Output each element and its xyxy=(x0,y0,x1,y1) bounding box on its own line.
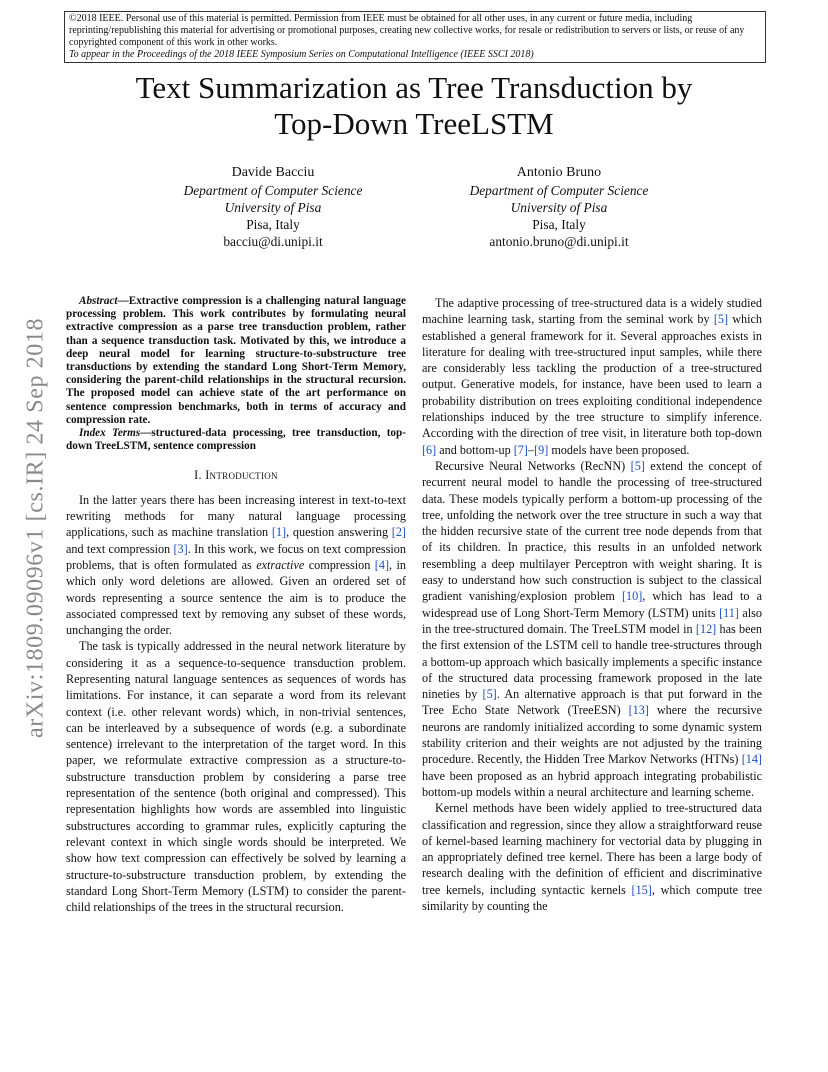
body-paragraph-1: The adaptive processing of tree-structured data is a widely studied machine learning task, starting from the seminal work by [5] which established a general framework for it. Several approaches exists in literature for dealing with tree-structured input samples, while there are considerably less tackling the production of a tree-structured output. Generative models, for instance, have been used to learn a probability distribution on trees exploiting conditional independence relationships induced by the tree structure to simplify inference. According with the direction of tree visit, in literature both top-down [6] and bottom-up [7]–[9] models have been proposed. xyxy=(422,296,762,457)
author-block-2 xyxy=(439,164,679,250)
title-line-1: Text Summarization as Tree Transduction by xyxy=(135,70,693,105)
index-terms xyxy=(66,427,406,453)
intro-paragraph-2: The task is typically addressed in the neural network literature by considering it as a sequence-to-sequence transduction problem. Representing natural language sentences as sequences of words has limitations. For instance, it can separate a word from its relevant context (i.e. other relevant words) which, in non-trivial sentences, can be interleaved by a subsequence of words (e.g. a subordinate sentence) irrelevant to the interpretation of the target word. In this paper, we reformulate extractive compression as a structure-to-substructure transduction problem by considering a parse tree representation of the sentence (both original and compressed). This representation highlights how words are assembled into linguistic substructures according to grammar rules, explicitly capturing the relevant context in which single words should be interpreted. We show how text compression can effectively be solved by learning a structure-to-substructure transduction problem, by extending the standard Long Short-Term Memory (LSTM) to consider the parent-child relationships of the trees in the structural recursion. xyxy=(66,639,406,915)
venue-note: To appear in the Proceedings of the 2018 IEEE Symposium Series on Computational Intelligence (IEEE SSCI 2018) xyxy=(69,49,534,60)
citation-link[interactable]: [5] xyxy=(482,687,497,702)
emphasis: extractive xyxy=(256,557,305,572)
author-email: bacciu@di.unipi.it xyxy=(223,234,323,249)
left-column xyxy=(66,295,406,915)
author-email: antonio.bruno@di.unipi.it xyxy=(489,234,629,249)
author-university: University of Pisa xyxy=(510,200,608,215)
body-paragraph-2: Recursive Neural Networks (RecNN) [5] extend the concept of recurrent neural model to handle the processing of tree-structured data. These models typically perform a bottom-up processing of the tree, unfolding the network over the tree structure in such a way that the hidden recursive state of the current tree node depends from that of its children. In practice, this results in an unfolded network resembling a deep multilayer Perceptron with weight sharing. It is easy to understand how such construction is subject to the classical gradient vanishing/explosion problem [10], which has lead to a widespread use of Long Short-Term Memory (LSTM) units [11] also in the tree-structured domain. The TreeLSTM model in [12] has been the first extension of the LSTM cell to handle tree-structures through a bottom-up approach which basically implements a specific instance of the structured data processing framework proposed in the late nineties by [5]. An alternative approach is that put forward in the Tree Echo State Network (TreeESN) [13] where the recursive neurons are randomly initialized according to some dynamic system stability criterion and their weights are not adjusted by the training procedure. Recently, the Hidden Tree Markov Networks (HTNs) [14] have been proposed as an hybrid approach integrating probabilistic bottom-up models within a neural architecture and learning scheme. xyxy=(422,458,763,799)
title-line-2: Top-Down TreeLSTM xyxy=(274,106,554,141)
author-university: University of Pisa xyxy=(224,200,322,215)
citation-link[interactable]: [11] xyxy=(719,605,739,620)
author-name: Antonio Bruno xyxy=(516,165,602,180)
section-number: I. xyxy=(194,468,202,483)
citation-link[interactable]: [1] xyxy=(271,525,287,540)
section-title: Introduction xyxy=(205,468,278,483)
citation-link[interactable]: [12] xyxy=(695,621,717,636)
copyright-text: ©2018 IEEE. Personal use of this material is permitted. Permission from IEEE must be obtained for all other uses, in any current or future media, including reprinting/republishing this material for advertising or promotional purposes, creating new collective works, for resale or redistribution to servers or lists, or reuse of any copyrighted component of this work in other works. xyxy=(69,13,745,48)
intro-paragraph-1: In the latter years there has been increasing interest in text-to-text rewriting methods for many natural language processing applications, such as machine translation [1], question answering [2] and text compression [3]. In this work, we focus on text compression problems, that is often formulated as extractive compression [4], in which only word deletions are allowed. Given an ordered set of words representing a source sentence the aim is to produce the associated compressed text by removing any subset of these words, unchanging the order. xyxy=(66,492,406,638)
paper-title xyxy=(60,70,768,142)
author-location: Pisa, Italy xyxy=(246,217,300,232)
body-paragraph-3: Kernel methods have been widely applied to tree-structured data classification and regression, since they allow a straightforward reuse of kernel-based learning machinery for vectorial data by plugging in an appropriately defined tree kernel. There has been a large body of research dealing with the definition of efficient and discriminative tree kernels, including syntactic kernels [15], which compute tree similarity by counting the xyxy=(422,801,762,913)
author-department: Department of Computer Science xyxy=(183,183,363,198)
citation-link[interactable]: [2] xyxy=(391,525,406,540)
section-heading xyxy=(66,467,406,483)
author-block-1 xyxy=(153,164,393,250)
citation-link[interactable]: [4] xyxy=(374,557,390,572)
right-column xyxy=(422,295,762,914)
index-terms-label: Index Terms xyxy=(79,427,141,440)
copyright-notice xyxy=(64,11,766,63)
citation-link[interactable]: [3] xyxy=(173,541,188,556)
citation-link[interactable]: [9] xyxy=(534,442,549,457)
author-name: Davide Bacciu xyxy=(231,165,315,180)
citation-link[interactable]: [10] xyxy=(621,589,643,604)
citation-link[interactable]: [13] xyxy=(628,703,649,718)
author-department: Department of Computer Science xyxy=(469,183,649,198)
author-location: Pisa, Italy xyxy=(532,217,586,232)
citation-link[interactable]: [15] xyxy=(631,882,652,897)
citation-link[interactable]: [5] xyxy=(630,458,645,473)
citation-link[interactable]: [6] xyxy=(422,442,437,457)
index-terms-text: —structured-data processing, tree transduction, top-down TreeLSTM, sentence compression xyxy=(66,427,406,453)
citation-link[interactable]: [5] xyxy=(713,312,729,327)
arxiv-identifier: arXiv:1809.09096v1 [cs.IR] 24 Sep 2018 xyxy=(22,317,49,739)
abstract xyxy=(66,295,406,427)
citation-link[interactable]: [14] xyxy=(741,752,762,767)
citation-link[interactable]: [7] xyxy=(513,442,528,457)
abstract-text: —Extractive compression is a challenging natural language processing problem. This work contributes by formulating neural extractive compression as a parse tree transduction problem, rather than a sequence transduction task. Motivated by this, we introduce a deep neural model for learning structure-to-substructure tree transductions by extending the standard Long Short-Term Memory, considering the parent-child relationships in the structural recursion. The proposed model can achieve state of the art performance on sentence compression benchmarks, both in terms of accuracy and compression rate. xyxy=(66,295,406,426)
abstract-label: Abstract xyxy=(79,295,118,307)
